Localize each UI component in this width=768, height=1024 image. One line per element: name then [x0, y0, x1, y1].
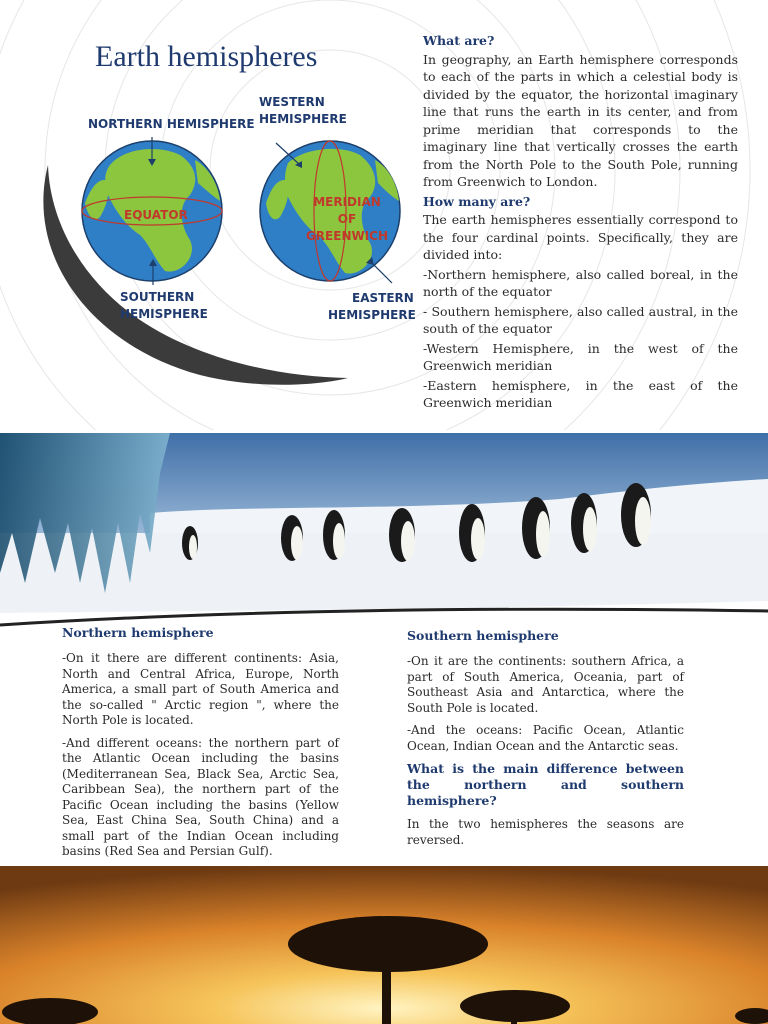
southern-hemisphere-label-line2: HEMISPHERE — [120, 307, 208, 321]
northern-oceans-paragraph: -And different oceans: the northern part of the Atlantic Ocean including the basins (Mediterranean Sea, Black Sea, Arctic Sea, Caribbean Sea), the northern part of the Pacific Ocean including the basins (Yellow Sea, East China Sea, South China) and a small part of the Indian Ocean including basins (Red Sea and Persian Gulf). — [62, 735, 339, 858]
northern-hemisphere-section — [62, 625, 339, 867]
southern-hemisphere-label-line1: SOUTHERN — [120, 290, 195, 304]
how-many-heading: How many are? — [423, 193, 531, 209]
how-many-paragraph: The earth hemispheres essentially correspond to the four cardinal points. Specifically, they are divided into: — [423, 212, 738, 262]
intro-text-column — [423, 32, 738, 414]
southern-heading: Southern hemisphere — [407, 628, 559, 643]
difference-answer-paragraph: In the two hemispheres the seasons are reversed. — [407, 817, 684, 847]
northern-heading: Northern hemisphere — [62, 625, 214, 640]
eastern-hemisphere-label-line1: EASTERN — [352, 291, 414, 305]
northern-continents-paragraph: -On it there are different continents: Asia, North and Central Africa, Europe, North America, a small part of South America and the so-called " Arctic region ", where the North Pole is located. — [62, 651, 339, 727]
southern-list-item: - Southern hemisphere, also called austral, in the south of the equator — [423, 303, 738, 336]
what-are-paragraph: In geography, an Earth hemisphere corresponds to each of the parts in which a celestial body is divided by the equator, the horizontal imaginary line that runs the earth in its center, and from prime meridian that corresponds to the imaginary line that vertically crosses the earth from the North Pole to the South Pole, running from Greenwich to London. — [423, 51, 738, 189]
southern-continents-paragraph: -On it are the continents: southern Africa, a part of South America, Oceania, part of Southeast Asia and Antarctica, where the South Pole is located. — [407, 654, 684, 715]
eastern-hemisphere-label-line2: HEMISPHERE — [328, 308, 416, 322]
what-are-heading: What are? — [423, 33, 495, 48]
meridian-label-line3: GREENWICH — [305, 229, 389, 243]
northern-list-item: -Northern hemisphere, also called boreal, in the north of the equator — [423, 266, 738, 299]
hemisphere-figure — [30, 85, 415, 395]
meridian-label-line2: OF — [337, 212, 357, 226]
penguin-photo — [0, 433, 768, 631]
sunset-acacia-photo — [0, 866, 768, 1024]
western-hemisphere-label-line1: WESTERN — [259, 95, 325, 109]
southern-hemisphere-section — [407, 628, 684, 855]
equator-label: EQUATOR — [124, 208, 188, 222]
southern-oceans-paragraph: -And the oceans: Pacific Ocean, Atlantic Ocean, Indian Ocean and the Antarctic seas. — [407, 723, 684, 753]
page-title: Earth hemispheres — [95, 40, 318, 73]
western-list-item: -Western Hemisphere, in the west of the Greenwich meridian — [423, 340, 738, 373]
northern-hemisphere-label: NORTHERN HEMISPHERE — [88, 117, 255, 131]
eastern-list-item: -Eastern hemisphere, in the east of the Greenwich meridian — [423, 377, 738, 410]
difference-question-heading: What is the main difference between the northern and southern hemisphere? — [407, 761, 684, 808]
western-hemisphere-label-line2: HEMISPHERE — [259, 112, 347, 126]
meridian-label-line1: MERIDIAN — [313, 195, 381, 209]
